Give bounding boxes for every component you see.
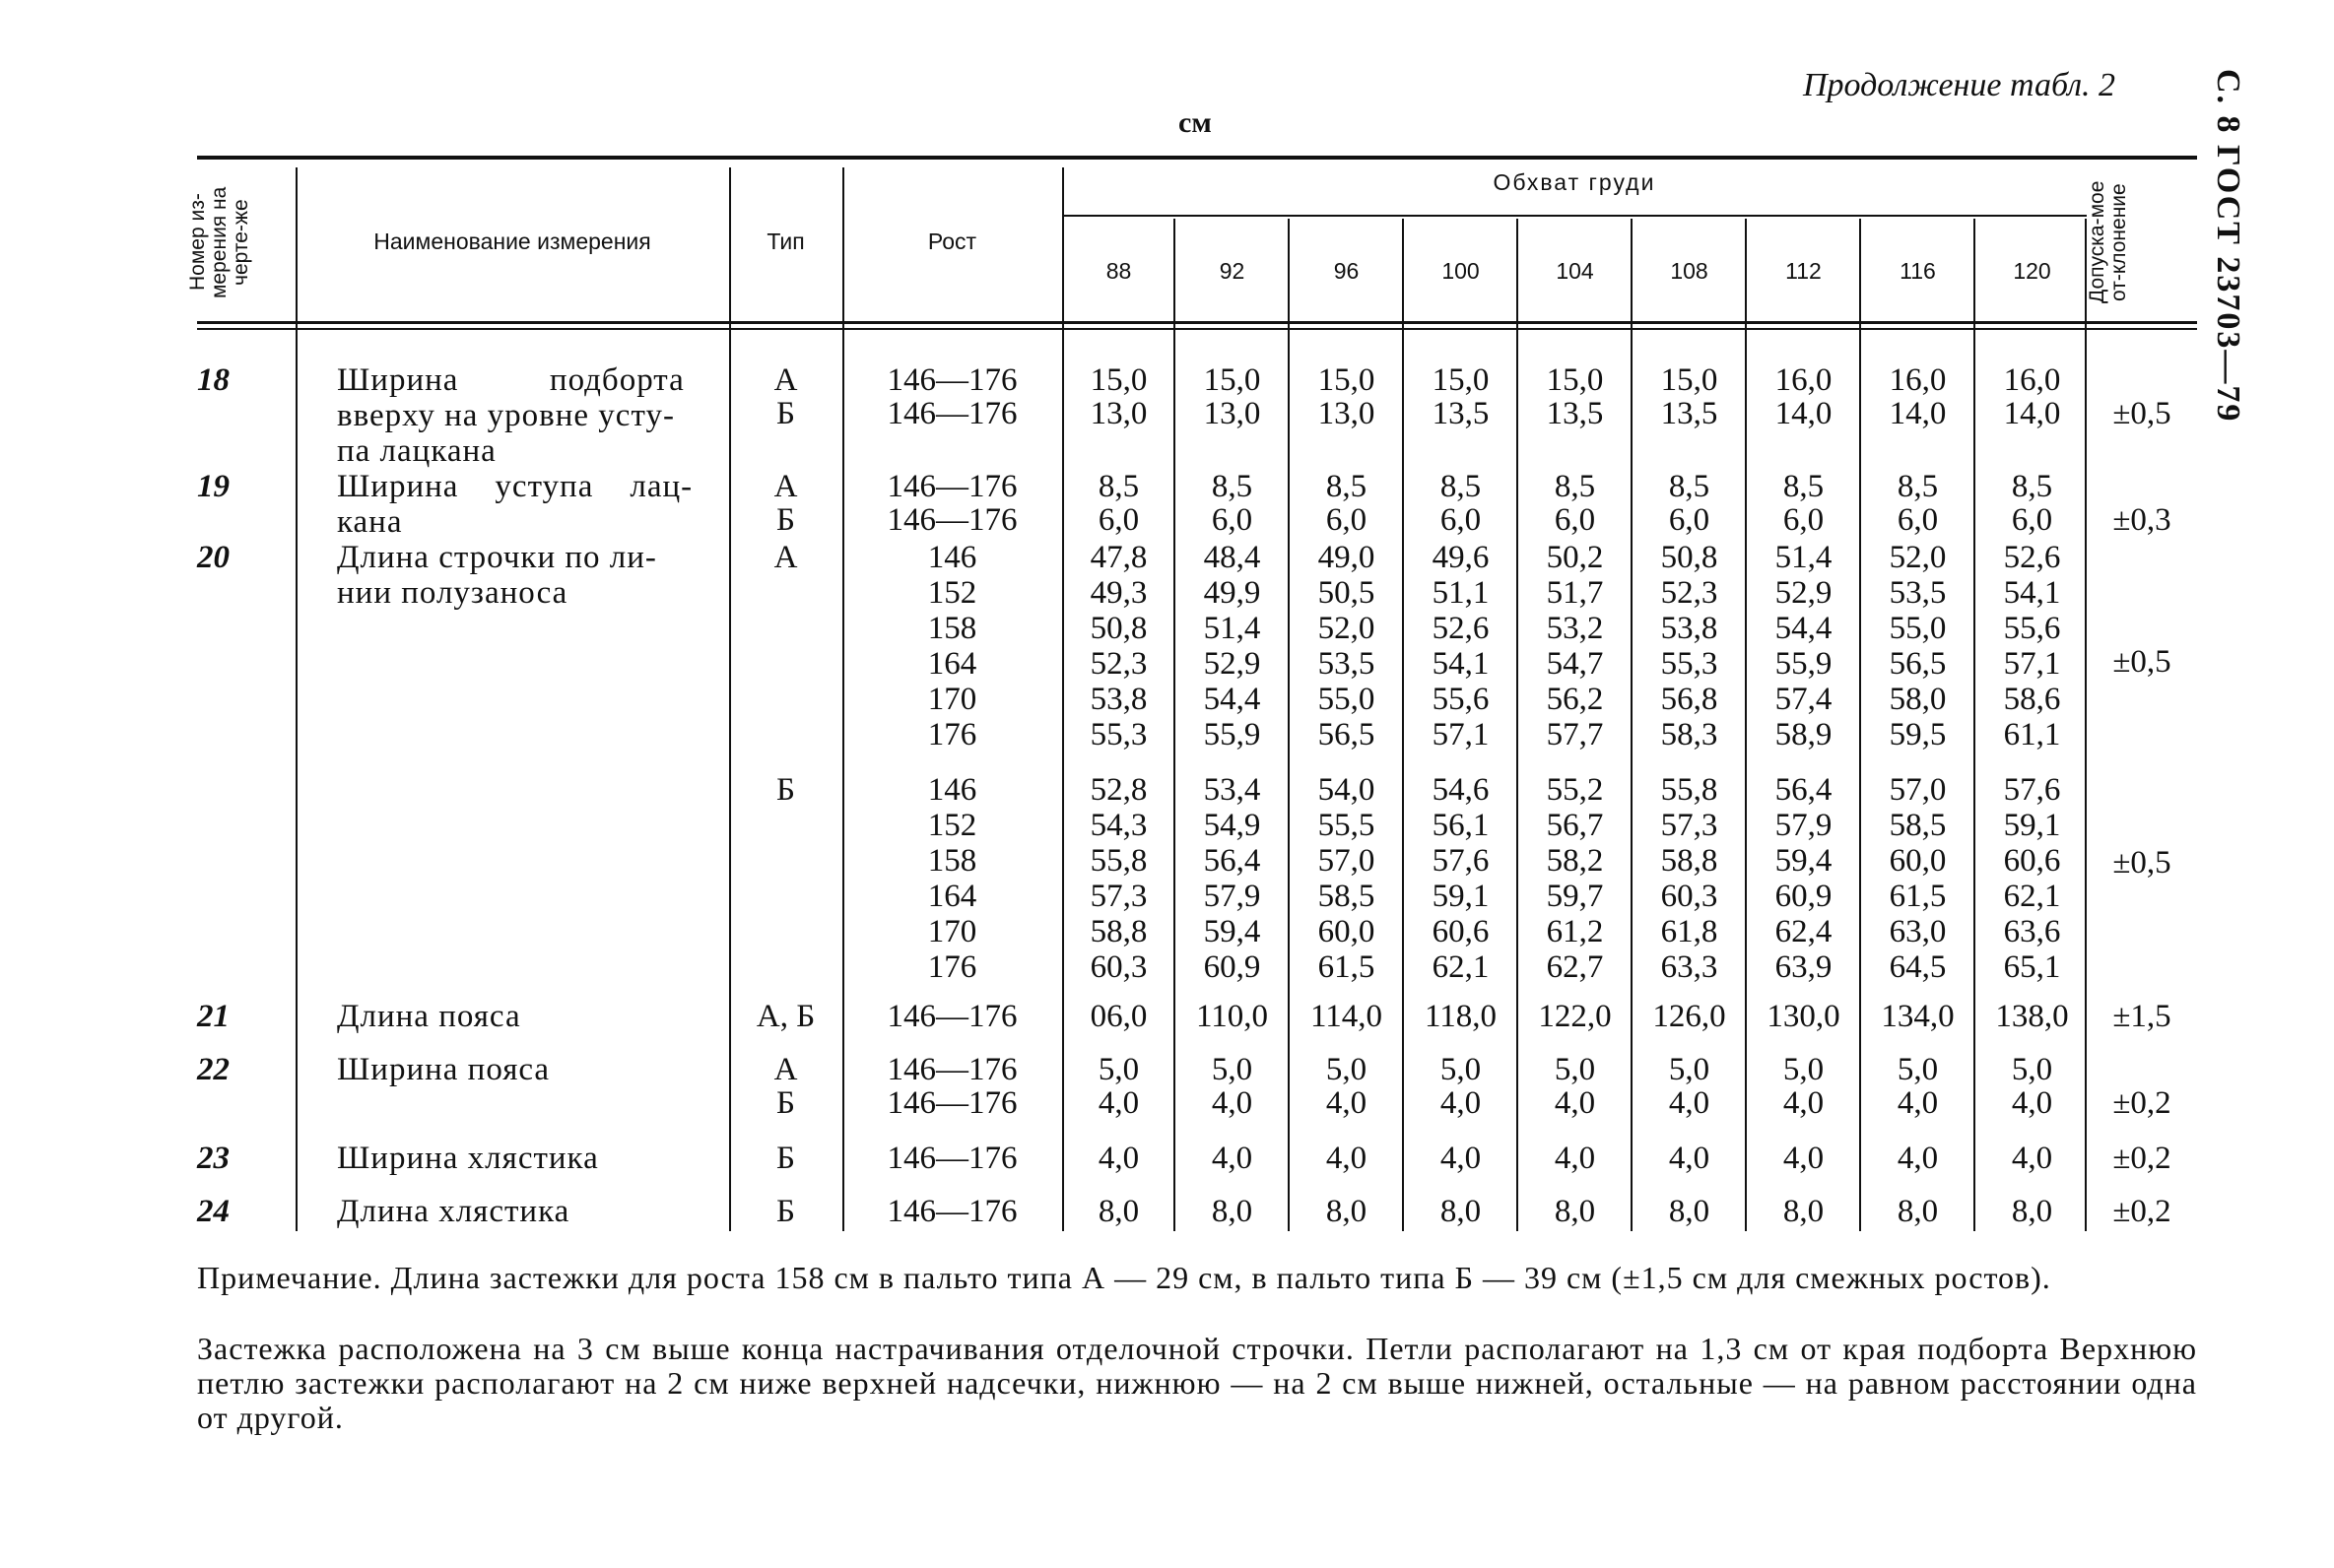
header-chest-size: 88	[1105, 258, 1132, 284]
row-height: 146—176	[887, 1085, 1018, 1121]
row-name: Длина пояса	[337, 999, 521, 1034]
value-cell: 57,3	[1090, 879, 1148, 914]
value-cell: 8,0	[1325, 1194, 1367, 1229]
row-height: 152	[927, 575, 977, 611]
value-cell: 55,2	[1546, 772, 1604, 808]
value-cell: 56,2	[1546, 682, 1604, 717]
value-cell: 4,0	[2011, 1085, 2053, 1121]
header-name: Наименование измерения	[373, 229, 651, 254]
value-cell: 60,9	[1774, 879, 1833, 914]
row-name: Ширина подборта вверху на уровне усту- па лацкана	[337, 362, 685, 469]
header-rule-2	[197, 328, 2197, 330]
value-cell: 63,3	[1660, 949, 1718, 985]
value-cell: 5,0	[2011, 1052, 2053, 1087]
value-cell: 47,8	[1090, 540, 1148, 575]
value-cell: 58,8	[1090, 914, 1148, 949]
value-cell: 55,3	[1090, 717, 1148, 752]
row-height: 170	[927, 682, 977, 717]
value-cell: 06,0	[1090, 999, 1148, 1034]
value-cell: 60,6	[2003, 843, 2061, 879]
value-cell: 53,5	[1889, 575, 1947, 611]
row-height: 146—176	[887, 396, 1018, 431]
value-cell: 59,7	[1546, 879, 1604, 914]
row-height: 176	[927, 949, 977, 985]
value-cell: 5,0	[1098, 1052, 1140, 1087]
value-cell: 52,6	[1432, 611, 1490, 646]
value-cell: 56,7	[1546, 808, 1604, 843]
value-cell: 57,6	[1432, 843, 1490, 879]
value-cell: 8,0	[1897, 1194, 1939, 1229]
value-cell: 53,2	[1546, 611, 1604, 646]
row-type: А	[773, 469, 798, 504]
row-tolerance: ±0,2	[2112, 1085, 2171, 1121]
value-cell: 6,0	[1211, 502, 1253, 538]
row-type: Б	[776, 772, 795, 808]
value-cell: 53,8	[1660, 611, 1718, 646]
value-cell: 6,0	[1782, 502, 1825, 538]
value-cell: 57,7	[1546, 717, 1604, 752]
value-cell: 16,0	[1774, 362, 1833, 398]
value-cell: 58,0	[1889, 682, 1947, 717]
value-cell: 62,7	[1546, 949, 1604, 985]
row-height: 146—176	[887, 1194, 1018, 1229]
row-number: 23	[197, 1141, 230, 1176]
value-cell: 60,6	[1432, 914, 1490, 949]
value-cell: 59,4	[1774, 843, 1833, 879]
value-cell: 52,6	[2003, 540, 2061, 575]
value-cell: 55,8	[1660, 772, 1718, 808]
row-tolerance: ±1,5	[2112, 999, 2171, 1034]
value-cell: 8,0	[1668, 1194, 1710, 1229]
value-cell: 15,0	[1317, 362, 1375, 398]
value-cell: 55,3	[1660, 646, 1718, 682]
header-chest: Обхват груди	[1493, 169, 1656, 195]
row-height: 146—176	[887, 999, 1018, 1034]
value-cell: 57,3	[1660, 808, 1718, 843]
value-cell: 8,5	[1897, 469, 1939, 504]
row-height: 146—176	[887, 362, 1018, 398]
row-height: 176	[927, 717, 977, 752]
row-number: 22	[197, 1052, 230, 1087]
value-cell: 60,9	[1203, 949, 1261, 985]
value-cell: 138,0	[1995, 999, 2069, 1034]
row-type: Б	[776, 1194, 795, 1229]
value-cell: 8,0	[1554, 1194, 1596, 1229]
value-cell: 54,9	[1203, 808, 1261, 843]
value-cell: 8,5	[1554, 469, 1596, 504]
value-cell: 52,8	[1090, 772, 1148, 808]
row-number: 19	[197, 469, 230, 504]
value-cell: 8,0	[2011, 1194, 2053, 1229]
header-chest-size: 108	[1670, 258, 1708, 284]
value-cell: 54,7	[1546, 646, 1604, 682]
row-number: 18	[197, 362, 230, 398]
value-cell: 6,0	[1554, 502, 1596, 538]
value-cell: 52,9	[1774, 575, 1833, 611]
value-cell: 4,0	[1211, 1085, 1253, 1121]
header-chest-size: 100	[1441, 258, 1480, 284]
value-cell: 8,5	[1098, 469, 1140, 504]
value-cell: 55,0	[1889, 611, 1947, 646]
value-cell: 60,0	[1317, 914, 1375, 949]
row-height: 170	[927, 914, 977, 949]
header-tolerance: Допуска-мое от-клонение	[2086, 180, 2130, 304]
row-height: 158	[927, 611, 977, 646]
value-cell: 52,3	[1660, 575, 1718, 611]
row-type: Б	[776, 502, 795, 538]
row-name: Ширина хлястика	[337, 1141, 599, 1176]
row-type: Б	[776, 1141, 795, 1176]
value-cell: 57,1	[1432, 717, 1490, 752]
value-cell: 54,0	[1317, 772, 1375, 808]
value-cell: 51,4	[1203, 611, 1261, 646]
row-height: 152	[927, 808, 977, 843]
row-tolerance: ±0,5	[2112, 396, 2171, 431]
value-cell: 14,0	[1889, 396, 1947, 431]
value-cell: 49,9	[1203, 575, 1261, 611]
header-chest-size: 104	[1556, 258, 1594, 284]
row-name: Ширина пояса	[337, 1052, 551, 1087]
value-cell: 58,5	[1317, 879, 1375, 914]
value-cell: 5,0	[1668, 1052, 1710, 1087]
row-type: Б	[776, 396, 795, 431]
value-cell: 4,0	[1325, 1085, 1367, 1121]
value-cell: 8,5	[2011, 469, 2053, 504]
row-type: А	[773, 1052, 798, 1087]
value-cell: 134,0	[1881, 999, 1955, 1034]
row-height: 146—176	[887, 502, 1018, 538]
value-cell: 8,5	[1668, 469, 1710, 504]
value-cell: 15,0	[1660, 362, 1718, 398]
value-cell: 4,0	[1098, 1085, 1140, 1121]
value-cell: 6,0	[1668, 502, 1710, 538]
value-cell: 4,0	[1098, 1141, 1140, 1176]
row-tolerance: ±0,2	[2112, 1194, 2171, 1229]
value-cell: 57,9	[1203, 879, 1261, 914]
value-cell: 13,5	[1432, 396, 1490, 431]
row-type: А, Б	[756, 999, 816, 1034]
top-rule	[197, 156, 2197, 160]
row-tolerance: ±0,5	[2112, 845, 2171, 881]
value-cell: 59,1	[2003, 808, 2061, 843]
header-chest-size: 112	[1785, 258, 1822, 284]
row-height: 158	[927, 843, 977, 879]
row-type: А	[773, 540, 798, 575]
value-cell: 55,6	[1432, 682, 1490, 717]
value-cell: 13,5	[1546, 396, 1604, 431]
value-cell: 4,0	[1439, 1085, 1482, 1121]
row-tolerance: ±0,5	[2112, 644, 2171, 680]
value-cell: 16,0	[1889, 362, 1947, 398]
value-cell: 4,0	[1211, 1141, 1253, 1176]
value-cell: 54,4	[1203, 682, 1261, 717]
value-cell: 58,5	[1889, 808, 1947, 843]
row-name: Длина строчки по ли- нии полузаноса	[337, 540, 657, 611]
value-cell: 8,0	[1098, 1194, 1140, 1229]
value-cell: 55,6	[2003, 611, 2061, 646]
row-height: 146—176	[887, 469, 1018, 504]
value-cell: 15,0	[1090, 362, 1148, 398]
value-cell: 52,3	[1090, 646, 1148, 682]
value-cell: 118,0	[1424, 999, 1498, 1034]
vline-0	[296, 167, 298, 1231]
value-cell: 56,1	[1432, 808, 1490, 843]
value-cell: 5,0	[1211, 1052, 1253, 1087]
value-cell: 56,5	[1317, 717, 1375, 752]
value-cell: 5,0	[1325, 1052, 1367, 1087]
value-cell: 59,4	[1203, 914, 1261, 949]
row-tolerance: ±0,3	[2112, 502, 2171, 538]
row-height: 164	[927, 879, 977, 914]
value-cell: 15,0	[1203, 362, 1261, 398]
value-cell: 14,0	[2003, 396, 2061, 431]
note-2: Застежка расположена на 3 см выше конца настрачивания отделочной строчки. Петли располагают на 1,3 см от края подборта Верхнюю петлю застежки располагают на 2 см ниже верхней надсечки, нижнюю — на 2 см выше нижней, остальные — на равном расстоянии одна от другой.	[197, 1331, 2197, 1435]
value-cell: 56,8	[1660, 682, 1718, 717]
value-cell: 130,0	[1767, 999, 1840, 1034]
value-cell: 54,3	[1090, 808, 1148, 843]
value-cell: 52,0	[1317, 611, 1375, 646]
header-number: Номер из-мерения на черте-же	[186, 186, 252, 298]
value-cell: 56,5	[1889, 646, 1947, 682]
unit-label: см	[1178, 106, 1212, 139]
value-cell: 50,8	[1660, 540, 1718, 575]
value-cell: 110,0	[1195, 999, 1269, 1034]
value-cell: 4,0	[1782, 1141, 1825, 1176]
value-cell: 4,0	[1668, 1141, 1710, 1176]
row-height: 164	[927, 646, 977, 682]
value-cell: 48,4	[1203, 540, 1261, 575]
header-chest-size: 96	[1333, 258, 1360, 284]
value-cell: 54,6	[1432, 772, 1490, 808]
value-cell: 59,5	[1889, 717, 1947, 752]
header-chest-size: 92	[1219, 258, 1245, 284]
value-cell: 61,8	[1660, 914, 1718, 949]
value-cell: 49,3	[1090, 575, 1148, 611]
value-cell: 13,5	[1660, 396, 1718, 431]
value-cell: 57,6	[2003, 772, 2061, 808]
row-type: Б	[776, 1085, 795, 1121]
value-cell: 52,0	[1889, 540, 1947, 575]
value-cell: 54,4	[1774, 611, 1833, 646]
continuation-label: Продолжение табл. 2	[1803, 67, 2116, 103]
header-height: Рост	[927, 229, 977, 254]
value-cell: 61,1	[2003, 717, 2061, 752]
value-cell: 122,0	[1538, 999, 1612, 1034]
header-chest-size: 116	[1900, 258, 1936, 284]
value-cell: 4,0	[1782, 1085, 1825, 1121]
value-cell: 58,2	[1546, 843, 1604, 879]
value-cell: 58,9	[1774, 717, 1833, 752]
value-cell: 8,5	[1782, 469, 1825, 504]
value-cell: 114,0	[1309, 999, 1383, 1034]
value-cell: 6,0	[1439, 502, 1482, 538]
row-type: А	[773, 362, 798, 398]
value-cell: 8,5	[1439, 469, 1482, 504]
row-tolerance: ±0,2	[2112, 1141, 2171, 1176]
value-cell: 57,9	[1774, 808, 1833, 843]
row-height: 146	[927, 772, 977, 808]
header-type: Тип	[767, 229, 805, 254]
value-cell: 53,5	[1317, 646, 1375, 682]
value-cell: 58,3	[1660, 717, 1718, 752]
value-cell: 56,4	[1774, 772, 1833, 808]
value-cell: 53,4	[1203, 772, 1261, 808]
value-cell: 4,0	[1897, 1141, 1939, 1176]
side-label: С. 8 ГОСТ 23703—79	[2210, 69, 2246, 424]
row-height: 146—176	[887, 1141, 1018, 1176]
value-cell: 51,1	[1432, 575, 1490, 611]
value-cell: 61,5	[1317, 949, 1375, 985]
row-number: 21	[197, 999, 230, 1034]
value-cell: 8,0	[1439, 1194, 1482, 1229]
value-cell: 58,6	[2003, 682, 2061, 717]
value-cell: 13,0	[1317, 396, 1375, 431]
value-cell: 57,0	[1889, 772, 1947, 808]
value-cell: 8,0	[1211, 1194, 1253, 1229]
value-cell: 57,0	[1317, 843, 1375, 879]
value-cell: 6,0	[2011, 502, 2053, 538]
value-cell: 57,1	[2003, 646, 2061, 682]
header-chest-size: 120	[2013, 258, 2051, 284]
row-height: 146—176	[887, 1052, 1018, 1087]
value-cell: 55,9	[1203, 717, 1261, 752]
row-height: 146	[927, 540, 977, 575]
value-cell: 13,0	[1090, 396, 1148, 431]
value-cell: 61,2	[1546, 914, 1604, 949]
value-cell: 14,0	[1774, 396, 1833, 431]
row-name: Ширина уступа лац- кана	[337, 469, 694, 540]
value-cell: 60,3	[1090, 949, 1148, 985]
value-cell: 4,0	[1897, 1085, 1939, 1121]
value-cell: 55,0	[1317, 682, 1375, 717]
value-cell: 62,4	[1774, 914, 1833, 949]
value-cell: 126,0	[1652, 999, 1726, 1034]
value-cell: 5,0	[1897, 1052, 1939, 1087]
value-cell: 51,4	[1774, 540, 1833, 575]
value-cell: 55,9	[1774, 646, 1833, 682]
value-cell: 63,6	[2003, 914, 2061, 949]
note-1: Примечание. Длина застежки для роста 158 см в пальто типа А — 29 см, в пальто типа Б — 39 см (±1,5 см для смежных ростов).	[197, 1260, 2051, 1295]
value-cell: 62,1	[1432, 949, 1490, 985]
value-cell: 55,5	[1317, 808, 1375, 843]
value-cell: 50,5	[1317, 575, 1375, 611]
value-cell: 6,0	[1325, 502, 1367, 538]
value-cell: 15,0	[1546, 362, 1604, 398]
row-name: Длина хлястика	[337, 1194, 570, 1229]
value-cell: 4,0	[2011, 1141, 2053, 1176]
value-cell: 13,0	[1203, 396, 1261, 431]
header-rule	[197, 321, 2197, 324]
value-cell: 5,0	[1554, 1052, 1596, 1087]
value-cell: 56,4	[1203, 843, 1261, 879]
value-cell: 8,5	[1211, 469, 1253, 504]
value-cell: 4,0	[1554, 1141, 1596, 1176]
value-cell: 4,0	[1439, 1141, 1482, 1176]
value-cell: 65,1	[2003, 949, 2061, 985]
row-number: 20	[197, 540, 230, 575]
value-cell: 58,8	[1660, 843, 1718, 879]
value-cell: 4,0	[1554, 1085, 1596, 1121]
value-cell: 54,1	[1432, 646, 1490, 682]
value-cell: 54,1	[2003, 575, 2061, 611]
chest-rule	[1062, 215, 2087, 217]
value-cell: 6,0	[1897, 502, 1939, 538]
value-cell: 57,4	[1774, 682, 1833, 717]
value-cell: 53,8	[1090, 682, 1148, 717]
value-cell: 51,7	[1546, 575, 1604, 611]
value-cell: 62,1	[2003, 879, 2061, 914]
value-cell: 49,6	[1432, 540, 1490, 575]
value-cell: 59,1	[1432, 879, 1490, 914]
value-cell: 6,0	[1098, 502, 1140, 538]
value-cell: 52,9	[1203, 646, 1261, 682]
value-cell: 49,0	[1317, 540, 1375, 575]
value-cell: 64,5	[1889, 949, 1947, 985]
value-cell: 8,0	[1782, 1194, 1825, 1229]
value-cell: 5,0	[1782, 1052, 1825, 1087]
value-cell: 50,8	[1090, 611, 1148, 646]
value-cell: 5,0	[1439, 1052, 1482, 1087]
value-cell: 15,0	[1432, 362, 1490, 398]
value-cell: 55,8	[1090, 843, 1148, 879]
row-number: 24	[197, 1194, 230, 1229]
value-cell: 50,2	[1546, 540, 1604, 575]
value-cell: 63,0	[1889, 914, 1947, 949]
value-cell: 4,0	[1668, 1085, 1710, 1121]
value-cell: 61,5	[1889, 879, 1947, 914]
value-cell: 4,0	[1325, 1141, 1367, 1176]
value-cell: 60,3	[1660, 879, 1718, 914]
value-cell: 16,0	[2003, 362, 2061, 398]
value-cell: 60,0	[1889, 843, 1947, 879]
value-cell: 8,5	[1325, 469, 1367, 504]
value-cell: 63,9	[1774, 949, 1833, 985]
